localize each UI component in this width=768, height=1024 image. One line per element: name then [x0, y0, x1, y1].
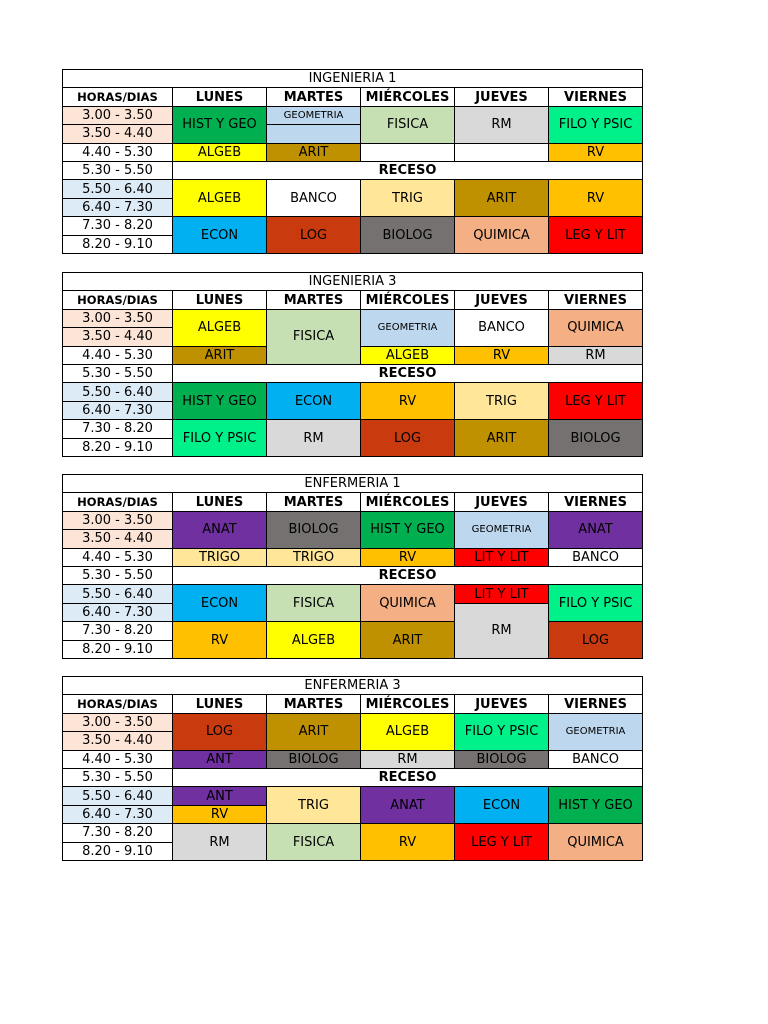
class-cell: ECON	[173, 217, 267, 254]
class-cell: BANCO	[455, 309, 549, 346]
schedule-title: ENFERMERIA 3	[63, 677, 643, 695]
time-slot: 4.40 - 5.30	[63, 143, 173, 161]
time-slot: 3.50 - 4.40	[63, 732, 173, 750]
table-row	[63, 768, 643, 786]
table-row	[63, 511, 643, 529]
day-header: MIÉRCOLES	[361, 291, 455, 309]
table-row	[63, 585, 643, 603]
day-header: MIÉRCOLES	[361, 695, 455, 713]
time-slot: 4.40 - 5.30	[63, 346, 173, 364]
table-row	[63, 622, 643, 640]
class-cell: BANCO	[549, 750, 643, 768]
table-row	[63, 420, 643, 438]
time-slot: 6.40 - 7.30	[63, 401, 173, 419]
class-cell: RV	[173, 805, 267, 823]
schedule-title: INGENIERIA 1	[63, 70, 643, 88]
time-slot: 4.40 - 5.30	[63, 548, 173, 566]
table-row	[63, 566, 643, 584]
time-slot: 8.20 - 9.10	[63, 842, 173, 860]
day-header: VIERNES	[549, 493, 643, 511]
class-cell: TRIG	[455, 383, 549, 420]
time-slot: 5.50 - 6.40	[63, 585, 173, 603]
class-cell: GEOMETRIA	[549, 713, 643, 750]
table-row	[63, 548, 643, 566]
table-row	[63, 713, 643, 731]
class-cell: FILO Y PSIC	[173, 420, 267, 457]
schedule-table	[62, 272, 643, 457]
class-cell: HIST Y GEO	[173, 106, 267, 143]
class-cell	[361, 143, 455, 161]
hours-header: HORAS/DIAS	[63, 695, 173, 713]
time-slot: 5.50 - 6.40	[63, 180, 173, 198]
day-header: MARTES	[267, 291, 361, 309]
class-cell: FISICA	[267, 309, 361, 364]
class-cell: QUIMICA	[549, 824, 643, 861]
table-row	[63, 143, 643, 161]
class-cell: HIST Y GEO	[361, 511, 455, 548]
class-cell: FISICA	[267, 824, 361, 861]
class-cell: QUIMICA	[549, 309, 643, 346]
class-cell: GEOMETRIA	[361, 309, 455, 346]
class-cell: LOG	[267, 217, 361, 254]
day-header: LUNES	[173, 493, 267, 511]
schedule-table	[62, 676, 643, 861]
class-cell: RM	[549, 346, 643, 364]
class-cell: RM	[173, 824, 267, 861]
time-slot: 3.00 - 3.50	[63, 713, 173, 731]
time-slot: 7.30 - 8.20	[63, 824, 173, 842]
class-cell: ARIT	[267, 143, 361, 161]
hours-header: HORAS/DIAS	[63, 291, 173, 309]
class-cell: TRIG	[361, 180, 455, 217]
class-cell: HIST Y GEO	[549, 787, 643, 824]
time-slot: 7.30 - 8.20	[63, 420, 173, 438]
class-cell: LEG Y LIT	[455, 824, 549, 861]
day-header: LUNES	[173, 695, 267, 713]
class-cell: ARIT	[455, 420, 549, 457]
time-slot: 8.20 - 9.10	[63, 640, 173, 658]
time-slot: 3.50 - 4.40	[63, 328, 173, 346]
class-cell: BANCO	[267, 180, 361, 217]
class-cell: ECON	[267, 383, 361, 420]
day-header: JUEVES	[455, 88, 549, 106]
day-header: VIERNES	[549, 695, 643, 713]
class-cell: FILO Y PSIC	[455, 713, 549, 750]
class-cell: LOG	[173, 713, 267, 750]
time-slot: 4.40 - 5.30	[63, 750, 173, 768]
class-cell: ARIT	[173, 346, 267, 364]
table-row	[63, 217, 643, 235]
class-cell: RV	[173, 622, 267, 659]
time-slot: 5.30 - 5.50	[63, 364, 173, 382]
time-slot: 5.50 - 6.40	[63, 787, 173, 805]
table-row	[63, 180, 643, 198]
class-cell: BIOLOG	[267, 511, 361, 548]
time-slot: 6.40 - 7.30	[63, 805, 173, 823]
time-slot: 6.40 - 7.30	[63, 603, 173, 621]
time-slot: 3.50 - 4.40	[63, 125, 173, 143]
time-slot: 3.00 - 3.50	[63, 511, 173, 529]
day-header: LUNES	[173, 291, 267, 309]
class-cell	[267, 125, 361, 143]
time-slot: 5.30 - 5.50	[63, 161, 173, 179]
class-cell: QUIMICA	[361, 585, 455, 622]
table-row	[63, 787, 643, 805]
time-slot: 6.40 - 7.30	[63, 198, 173, 216]
class-cell: BANCO	[549, 548, 643, 566]
day-header: MARTES	[267, 695, 361, 713]
class-cell: BIOLOG	[267, 750, 361, 768]
class-cell: RV	[361, 548, 455, 566]
table-row	[63, 161, 643, 179]
class-cell: QUIMICA	[455, 217, 549, 254]
day-header: VIERNES	[549, 291, 643, 309]
class-cell: ALGEB	[361, 346, 455, 364]
time-slot: 7.30 - 8.20	[63, 217, 173, 235]
hours-header: HORAS/DIAS	[63, 88, 173, 106]
day-header: JUEVES	[455, 493, 549, 511]
day-header: VIERNES	[549, 88, 643, 106]
class-cell: RV	[361, 824, 455, 861]
class-cell: BIOLOG	[361, 217, 455, 254]
time-slot: 8.20 - 9.10	[63, 438, 173, 456]
class-cell: RM	[455, 603, 549, 658]
class-cell: LOG	[361, 420, 455, 457]
receso-label: RECESO	[173, 161, 643, 179]
class-cell: ANAT	[549, 511, 643, 548]
schedule-table	[62, 69, 643, 254]
class-cell: BIOLOG	[455, 750, 549, 768]
day-header: MIÉRCOLES	[361, 88, 455, 106]
class-cell: TRIGO	[267, 548, 361, 566]
class-cell: ALGEB	[361, 713, 455, 750]
table-row	[63, 824, 643, 842]
receso-label: RECESO	[173, 768, 643, 786]
class-cell: GEOMETRIA	[455, 511, 549, 548]
class-cell: ECON	[455, 787, 549, 824]
day-header: MARTES	[267, 493, 361, 511]
schedule-title: INGENIERIA 3	[63, 273, 643, 291]
class-cell: LOG	[549, 622, 643, 659]
receso-label: RECESO	[173, 566, 643, 584]
class-cell: FILO Y PSIC	[549, 585, 643, 622]
class-cell: ANT	[173, 750, 267, 768]
class-cell: LIT Y LIT	[455, 585, 549, 603]
hours-header: HORAS/DIAS	[63, 493, 173, 511]
time-slot: 7.30 - 8.20	[63, 622, 173, 640]
class-cell	[455, 143, 549, 161]
class-cell: ALGEB	[173, 143, 267, 161]
class-cell: ANAT	[361, 787, 455, 824]
table-row	[63, 383, 643, 401]
class-cell: RV	[455, 346, 549, 364]
day-header: MIÉRCOLES	[361, 493, 455, 511]
table-row	[63, 364, 643, 382]
class-cell: RM	[267, 420, 361, 457]
table-row	[63, 750, 643, 768]
day-header: JUEVES	[455, 291, 549, 309]
class-cell: ALGEB	[173, 180, 267, 217]
class-cell: ARIT	[361, 622, 455, 659]
time-slot: 3.00 - 3.50	[63, 309, 173, 327]
class-cell: ARIT	[267, 713, 361, 750]
class-cell: FILO Y PSIC	[549, 106, 643, 143]
class-cell: RV	[361, 383, 455, 420]
class-cell: GEOMETRIA	[267, 106, 361, 124]
class-cell: HIST Y GEO	[173, 383, 267, 420]
time-slot: 3.50 - 4.40	[63, 530, 173, 548]
class-cell: LEG Y LIT	[549, 383, 643, 420]
class-cell: ECON	[173, 585, 267, 622]
time-slot: 8.20 - 9.10	[63, 235, 173, 253]
class-cell: TRIGO	[173, 548, 267, 566]
class-cell: TRIG	[267, 787, 361, 824]
receso-label: RECESO	[173, 364, 643, 382]
class-cell: ALGEB	[267, 622, 361, 659]
schedule-title: ENFERMERIA 1	[63, 475, 643, 493]
class-cell: FISICA	[267, 585, 361, 622]
class-cell: RV	[549, 143, 643, 161]
class-cell: BIOLOG	[549, 420, 643, 457]
class-cell: ANT	[173, 787, 267, 805]
class-cell: ALGEB	[173, 309, 267, 346]
schedule-table	[62, 474, 643, 659]
class-cell: ANAT	[173, 511, 267, 548]
day-header: LUNES	[173, 88, 267, 106]
class-cell: RM	[361, 750, 455, 768]
table-row	[63, 106, 643, 124]
time-slot: 5.30 - 5.50	[63, 566, 173, 584]
class-cell: LEG Y LIT	[549, 217, 643, 254]
time-slot: 3.00 - 3.50	[63, 106, 173, 124]
class-cell: RM	[455, 106, 549, 143]
time-slot: 5.50 - 6.40	[63, 383, 173, 401]
class-cell: FISICA	[361, 106, 455, 143]
day-header: JUEVES	[455, 695, 549, 713]
day-header: MARTES	[267, 88, 361, 106]
class-cell: RV	[549, 180, 643, 217]
class-cell: LIT Y LIT	[455, 548, 549, 566]
time-slot: 5.30 - 5.50	[63, 768, 173, 786]
class-cell: ARIT	[455, 180, 549, 217]
table-row	[63, 309, 643, 327]
